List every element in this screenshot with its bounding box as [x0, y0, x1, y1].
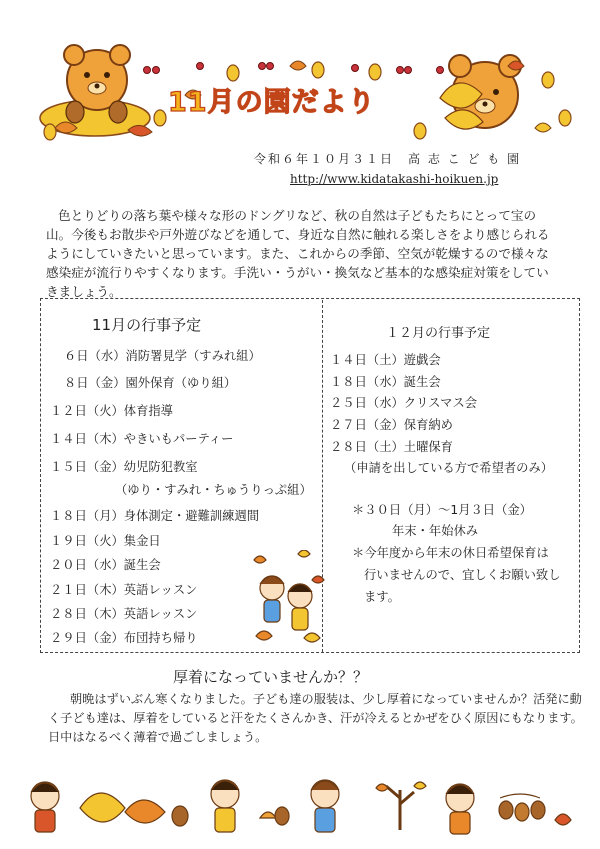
november-event: ２０日（水）誕生会	[50, 558, 161, 572]
year-end-holiday-note: ＊３０日（月）～1月３日（金）	[352, 503, 532, 517]
holiday-care-note: 行いませんので、宜しくお願い致し	[364, 568, 561, 582]
december-event: ２７日（金）保育納め	[330, 418, 453, 432]
november-event: ２８日（木）英語レッスン	[50, 607, 198, 621]
intro-paragraph: 色とりどりの落ち葉や様々な形のドングリなど、秋の自然は子どもたちにとって宝の山。今後もお散歩や戸外遊びなどを通して、身近な自然に触れる楽しさをより感じられるようにしていきたいと思っています。また、これからの季節、空気が乾燥するので様々な感染症が流行りやすくなります。手洗い・うがい・換気など基本的な感染症対策をしていきましょう。	[46, 208, 550, 299]
november-event: ６日（水）消防署見学（すみれ組）	[64, 349, 261, 363]
warm-clothing-title: 厚着になっていませんか？？	[173, 668, 369, 686]
december-events-title: １２月の行事予定	[386, 326, 491, 341]
december-event: ２５日（水）クリスマス会	[330, 396, 478, 410]
november-event-detail: （ゆり・すみれ・ちゅうりっぷ組）	[115, 483, 312, 497]
november-event: ２９日（金）布団持ち帰り	[50, 631, 198, 645]
december-event: １４日（土）遊戯会	[330, 353, 441, 367]
children-playing-illustration	[246, 550, 326, 645]
december-event-detail: （申請を出している方で希望者のみ）	[344, 461, 554, 475]
november-event: １５日（金）幼児防犯教室	[50, 460, 198, 474]
november-events-title: 11月の行事予定	[92, 316, 202, 334]
november-event: ８日（金）園外保育（ゆり組）	[64, 376, 237, 390]
page-title: 11月の園だより	[168, 87, 376, 118]
year-end-holiday-note: 年末・年始休み	[392, 524, 479, 538]
december-event: ２８日（土）土曜保育	[330, 440, 453, 454]
november-event: １９日（火）集金日	[50, 534, 161, 548]
warm-clothing-paragraph: 朝晩はずいぶん寒くなりました。子ども達の服装は、少し厚着になっていませんか？活発に動く子ども達は、厚着をしていると汗をたくさんかき、汗が冷えるとかぜをひく原因にもなります。日中はなるべく薄着で過ごしましょう。	[48, 692, 583, 744]
november-event: １８日（月）身体測定・避難訓練週間	[50, 509, 260, 523]
autumn-children-border	[20, 768, 580, 840]
december-event: １８日（水）誕生会	[330, 375, 441, 389]
holiday-care-note: ます。	[364, 590, 400, 604]
november-event: ２１日（木）英語レッスン	[50, 583, 198, 597]
november-event: １２日（火）体育指導	[50, 404, 173, 418]
left-teddy-bear-icon	[40, 45, 152, 136]
header-decoration	[0, 0, 600, 145]
november-event: １４日（木）やきいもパーティー	[50, 432, 234, 446]
holiday-care-note: ＊今年度から年末の休日希望保育は	[352, 546, 549, 560]
issue-date-and-school: 令和６年１０月３１日 高 志 こ ど も 園	[254, 152, 522, 166]
school-website-link[interactable]: http://www.kidatakashi-hoikuen.jp	[290, 172, 499, 186]
